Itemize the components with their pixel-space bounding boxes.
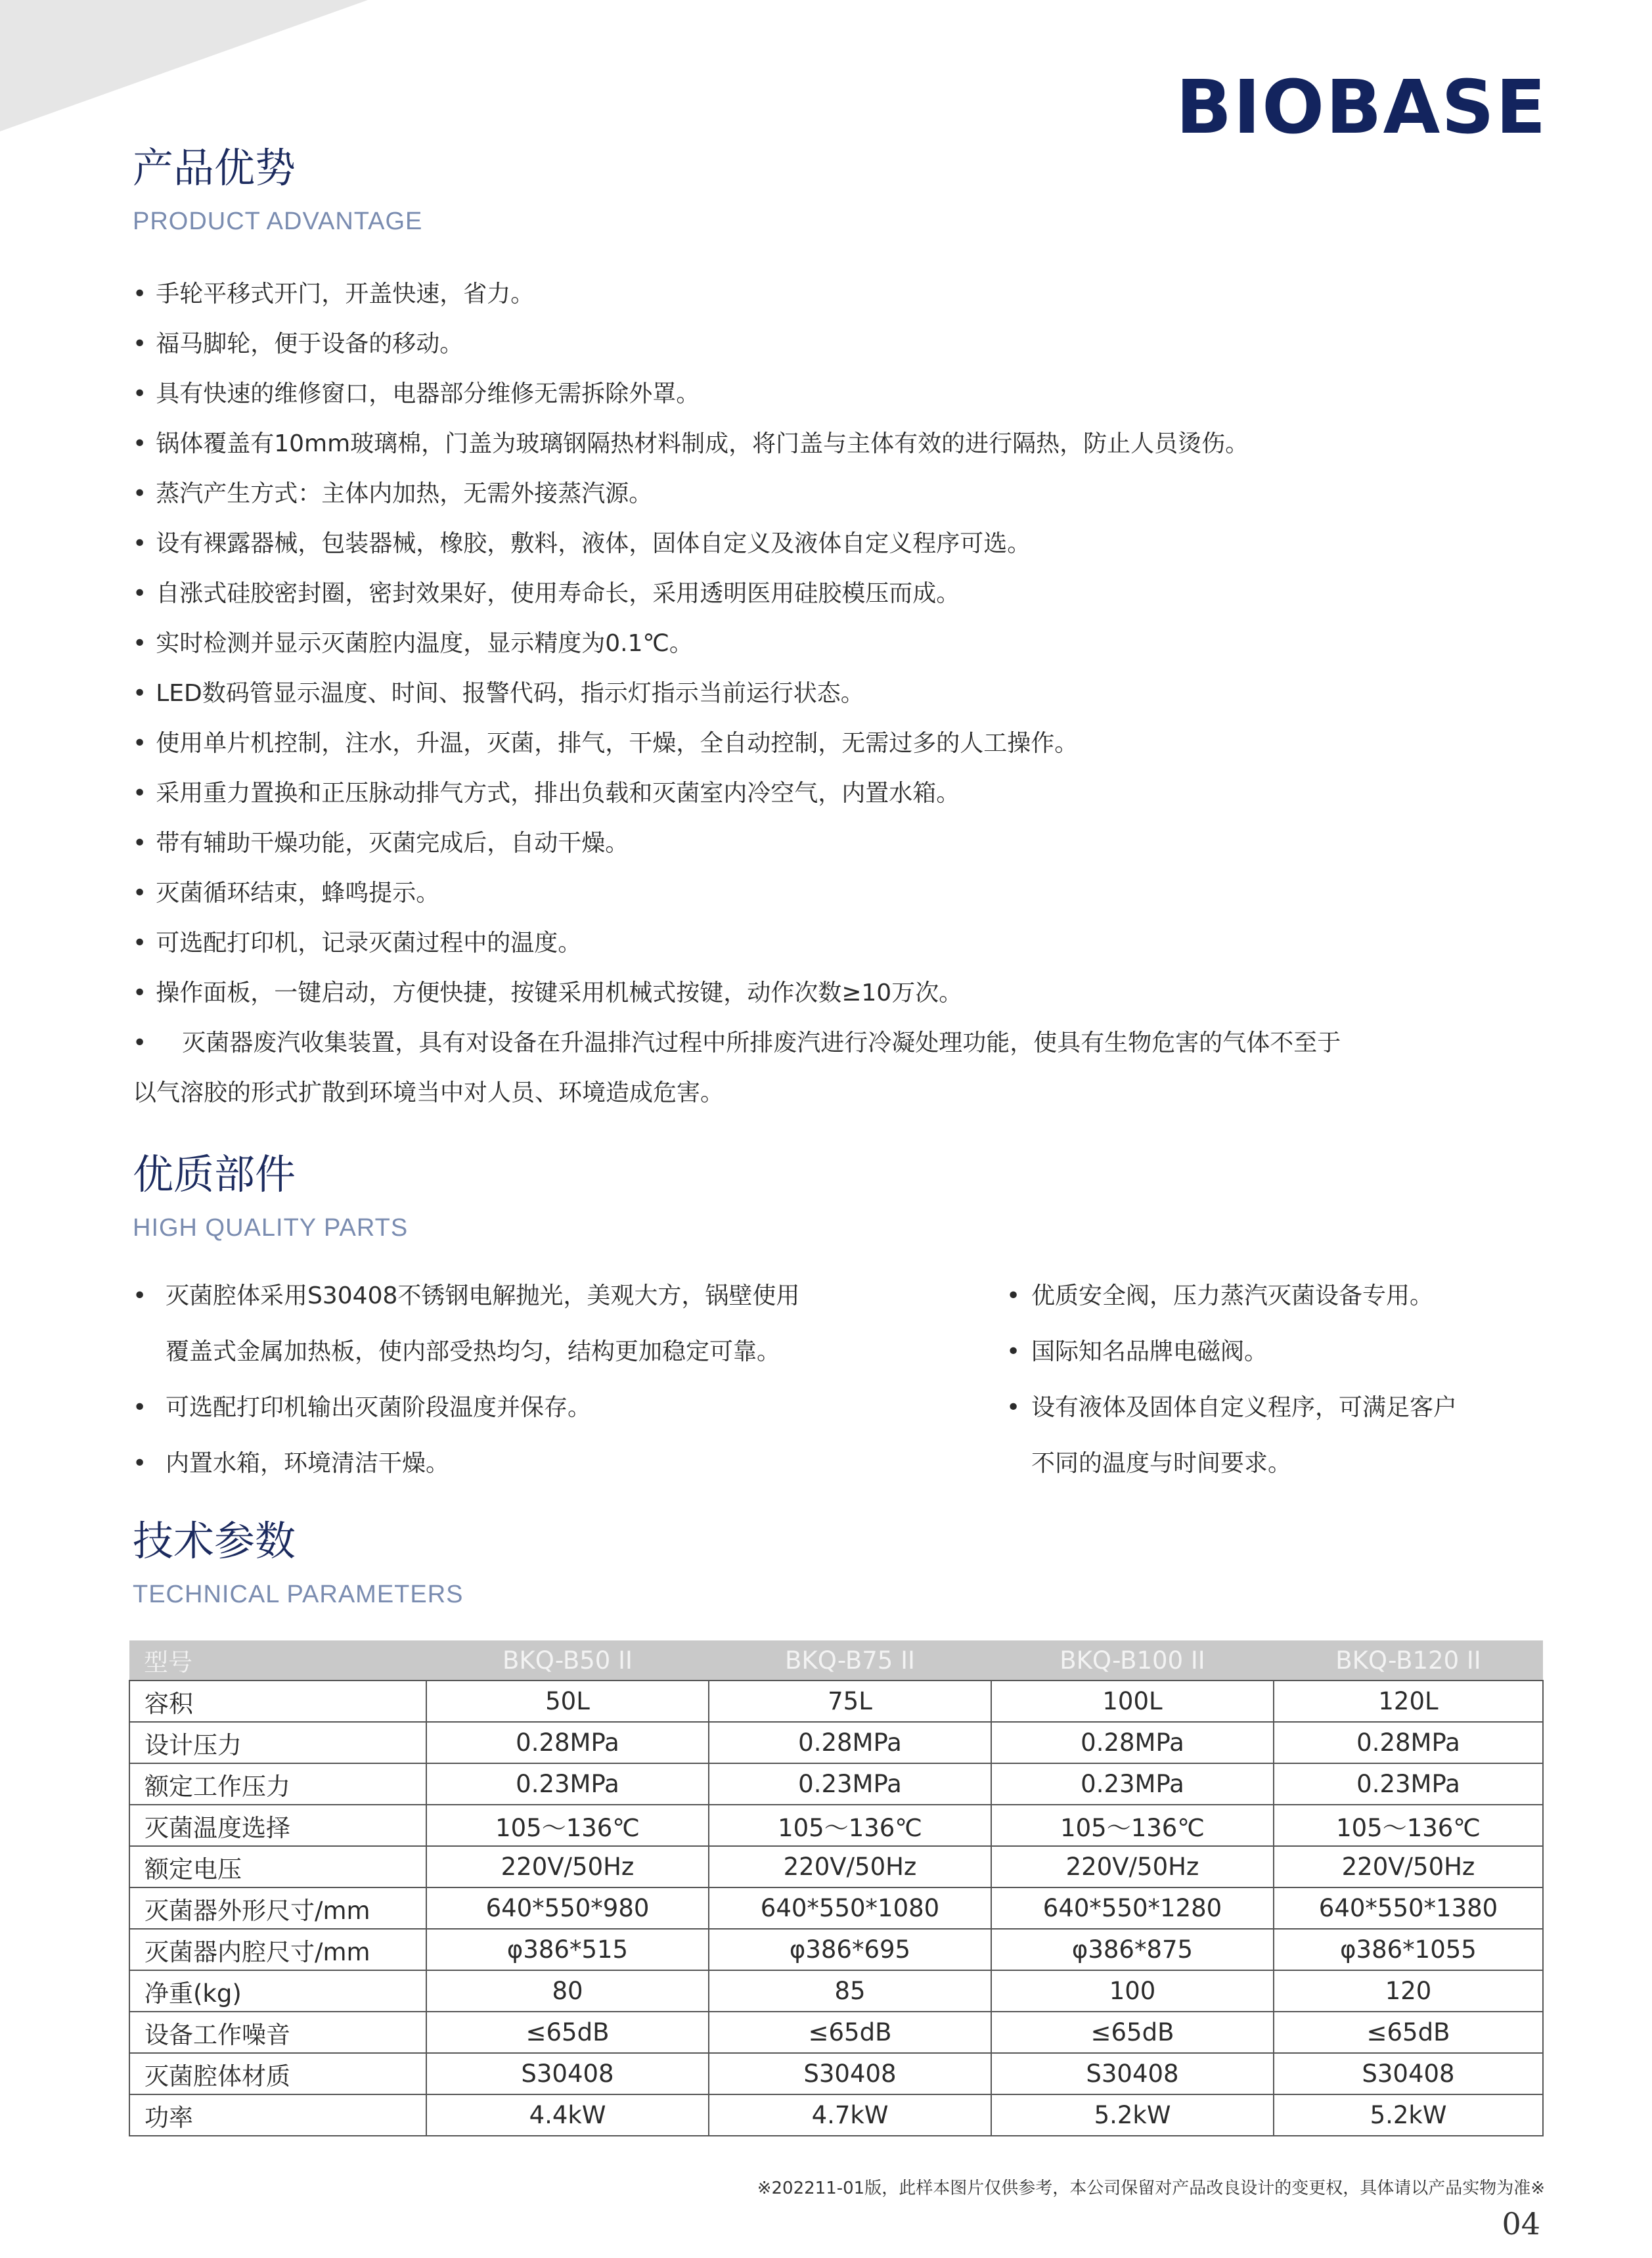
table-cell: 105～136℃ [991,1805,1274,1846]
list-item: • 带有辅助干燥功能，灭菌完成后，自动干燥。 [133,830,629,857]
table-cell: 0.23MPa [709,1763,991,1805]
table-cell: ≤65dB [709,2012,991,2053]
table-cell: S30408 [426,2053,709,2094]
list-item: • 蒸汽产生方式：主体内加热，无需外接蒸汽源。 [133,480,653,507]
list-item: • 采用重力置换和正压脉动排气方式，排出负载和灭菌室内冷空气，内置水箱。 [133,780,960,807]
list-item: • 灭菌腔体采用S30408不锈钢电解抛光，美观大方，锅壁使用 覆盖式金属加热板，使内部受热均匀，结构更加稳定可靠。 [133,1282,800,1365]
table-cell: 105～136℃ [709,1805,991,1846]
table-header-cell: BKQ-B120 II [1274,1640,1543,1681]
table-cell: 额定电压 [129,1846,426,1887]
table-row [129,1970,1543,2012]
table-cell: 灭菌温度选择 [129,1805,426,1846]
table-header-row [129,1640,1543,1681]
table-row [129,2094,1543,2136]
table-cell: 80 [426,1970,709,2012]
table-cell: 净重(kg) [129,1970,426,2012]
list-item: • 操作面板，一键启动，方便快捷，按键采用机械式按键，动作次数≥10万次。 [133,980,963,1006]
table-cell: 额定工作压力 [129,1763,426,1805]
parts-left-list [133,1268,987,1491]
table-cell: 0.28MPa [991,1722,1274,1763]
table-cell: 0.28MPa [1274,1722,1543,1763]
table-cell: 5.2kW [991,2094,1274,2136]
list-item: • 福马脚轮，便于设备的移动。 [133,330,464,357]
table-cell: 0.23MPa [991,1763,1274,1805]
table-row [129,2053,1543,2094]
table-cell: S30408 [991,2053,1274,2094]
table-cell: 640*550*980 [426,1887,709,1929]
parts-right-list [1006,1268,1597,1491]
table-cell: 75L [709,1681,991,1722]
table-cell: 85 [709,1970,991,2012]
table-cell: φ386*515 [426,1929,709,1970]
list-item: • 灭菌器废汽收集装置，具有对设备在升温排汽过程中所排废汽进行冷凝处理功能，使具有生物危害的气体不至于 以气溶胶的形式扩散到环境当中对人员、环境造成危害。 [133,1029,1341,1106]
table-row [129,2012,1543,2053]
spec-table [129,1640,1544,2136]
table-cell: 100L [991,1681,1274,1722]
table-cell: 灭菌腔体材质 [129,2053,426,2094]
table-cell: 4.7kW [709,2094,991,2136]
table-cell: φ386*875 [991,1929,1274,1970]
table-cell: 设备工作噪音 [129,2012,426,2053]
table-cell: 220V/50Hz [709,1846,991,1887]
table-cell: 640*550*1280 [991,1887,1274,1929]
page-number: 04 [1502,2206,1540,2242]
table-cell: S30408 [1274,2053,1543,2094]
table-header-cell: BKQ-B100 II [991,1640,1274,1681]
table-cell: 灭菌器外形尺寸/mm [129,1887,426,1929]
list-item: • 手轮平移式开门，开盖快速，省力。 [133,281,535,307]
table-row [129,1929,1543,1970]
table-cell: ≤65dB [1274,2012,1543,2053]
list-item: • 灭菌循环结束，蜂鸣提示。 [133,880,440,907]
table-cell: 容积 [129,1681,426,1722]
list-item: • 具有快速的维修窗口，电器部分维修无需拆除外罩。 [133,380,700,407]
list-item: • 锅体覆盖有10mm玻璃棉，门盖为玻璃钢隔热材料制成，将门盖与主体有效的进行隔热，防止人员烫伤。 [133,430,1249,457]
table-header-cell: BKQ-B50 II [426,1640,709,1681]
list-item: • 可选配打印机，记录灭菌过程中的温度。 [133,930,582,957]
technical-title: 技术参数 [133,1517,296,1565]
table-cell: 120L [1274,1681,1543,1722]
advantage-subtitle: PRODUCT ADVANTAGE [133,208,423,235]
table-row [129,1846,1543,1887]
table-row [129,1763,1543,1805]
table-cell: φ386*695 [709,1929,991,1970]
advantage-list [133,269,1552,1118]
list-item: • 优质安全阀，压力蒸汽灭菌设备专用。 [1006,1282,1434,1309]
table-cell: 105～136℃ [1274,1805,1543,1846]
table-cell: 设计压力 [129,1722,426,1763]
table-cell: 640*550*1080 [709,1887,991,1929]
table-row [129,1805,1543,1846]
list-item: • 使用单片机控制，注水，升温，灭菌，排气，干燥，全自动控制，无需过多的人工操作。 [133,730,1079,757]
list-item: • 设有裸露器械，包装器械，橡胶，敷料，液体，固体自定义及液体自定义程序可选。 [133,530,1031,557]
table-cell: 5.2kW [1274,2094,1543,2136]
table-cell: 灭菌器内腔尺寸/mm [129,1929,426,1970]
table-cell: φ386*1055 [1274,1929,1543,1970]
table-cell: 640*550*1380 [1274,1887,1543,1929]
table-cell: 100 [991,1970,1274,2012]
table-cell: 220V/50Hz [1274,1846,1543,1887]
table-row [129,1887,1543,1929]
table-cell: ≤65dB [426,2012,709,2053]
table-cell: 0.23MPa [1274,1763,1543,1805]
advantage-title: 产品优势 [133,144,296,192]
table-header-cell: 型号 [129,1640,426,1681]
table-cell: 0.28MPa [426,1722,709,1763]
parts-title: 优质部件 [133,1150,296,1198]
technical-subtitle: TECHNICAL PARAMETERS [133,1581,464,1608]
table-cell: 0.23MPa [426,1763,709,1805]
parts-subtitle: HIGH QUALITY PARTS [133,1214,409,1242]
table-cell: 105～136℃ [426,1805,709,1846]
table-row [129,1681,1543,1722]
list-item: • LED数码管显示温度、时间、报警代码，指示灯指示当前运行状态。 [133,680,864,707]
table-cell: 4.4kW [426,2094,709,2136]
brand-logo: BIOBASE [1176,65,1548,150]
table-cell: 50L [426,1681,709,1722]
table-cell: 0.28MPa [709,1722,991,1763]
list-item: • 自涨式硅胶密封圈，密封效果好，使用寿命长，采用透明医用硅胶模压而成。 [133,580,960,607]
footnote: ※202211-01版，此样本图片仅供参考，本公司保留对产品改良设计的变更权，具体请以产品实物为准※ [757,2179,1545,2198]
corner-decoration [0,0,368,131]
list-item: • 内置水箱，环境清洁干燥。 [133,1450,450,1477]
table-cell: 功率 [129,2094,426,2136]
list-item: • 可选配打印机输出灭菌阶段温度并保存。 [133,1394,592,1421]
table-row [129,1722,1543,1763]
table-header-cell: BKQ-B75 II [709,1640,991,1681]
list-item: • 国际知名品牌电磁阀。 [1006,1338,1268,1365]
table-cell: 220V/50Hz [991,1846,1274,1887]
table-cell: 120 [1274,1970,1543,2012]
table-cell: S30408 [709,2053,991,2094]
table-cell: 220V/50Hz [426,1846,709,1887]
table-cell: ≤65dB [991,2012,1274,2053]
list-item: • 设有液体及固体自定义程序，可满足客户 不同的温度与时间要求。 [1006,1394,1458,1477]
list-item: • 实时检测并显示灭菌腔内温度，显示精度为0.1℃。 [133,630,693,657]
